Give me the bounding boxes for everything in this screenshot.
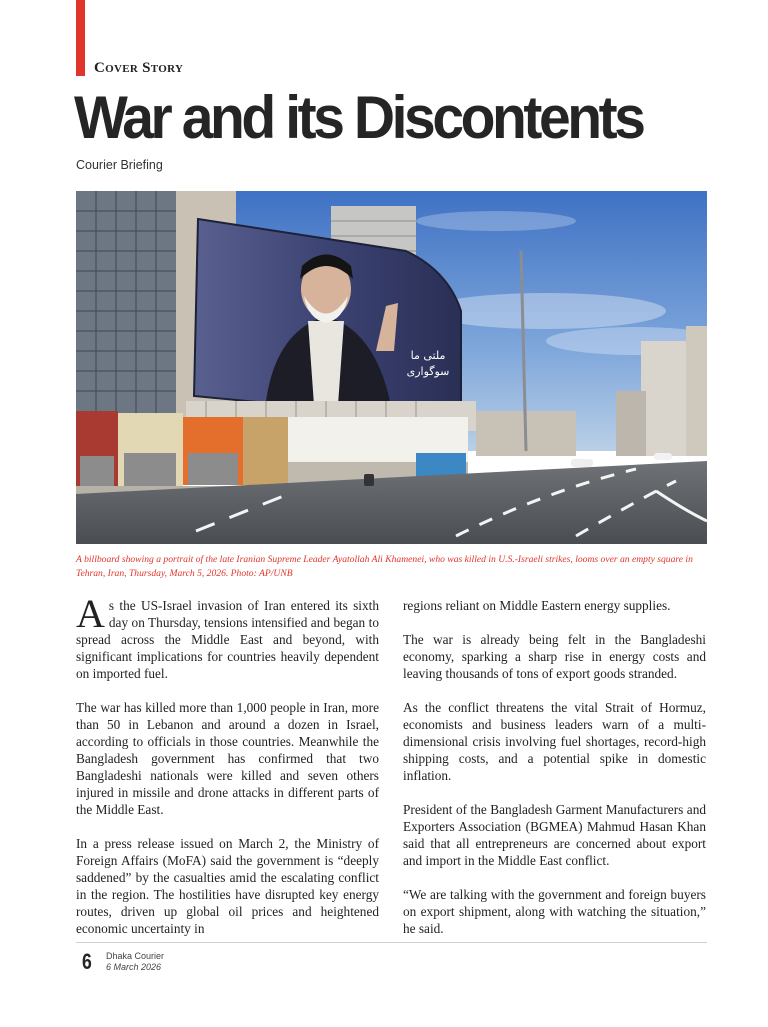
article-paragraph: The war has killed more than 1,000 people in Iran, more than 50 in Lebanon and around a dozen in Israel, according to officials in those countries. Meanwhile the Bangladesh government has confirmed that two Bangladeshi nationals were killed and seven others injured in missile and drone attacks in different parts of the Middle East. <box>76 700 379 817</box>
article-paragraph: “We are talking with the government and foreign buyers on export shipment, along with watching the situation,” he said. <box>403 887 706 936</box>
footer-divider <box>76 942 707 943</box>
billboard-script-line2: سوگواری <box>406 365 450 378</box>
article-paragraph: President of the Bangladesh Garment Manufacturers and Exporters Association (BGMEA) Mahmud Hasan Khan said that all entrepreneurs are concerned about export and import in the Middle East conflict. <box>403 802 706 868</box>
article-paragraph: regions reliant on Middle Eastern energy supplies. <box>403 598 671 613</box>
article-paragraph: The war is already being felt in the Bangladeshi economy, sparking a sharp rise in energy costs and leaving thousands of tons of export goods stranded. <box>403 632 706 681</box>
article-photo <box>76 191 707 544</box>
byline: Courier Briefing <box>76 158 163 172</box>
paragraph-text: s the US-Israel invasion of Iran entered its sixth day on Thursday, tensions intensified and began to spread across the Middle East and beyond, with significant implications for countries heavily dependent on imported fuel. <box>76 598 379 681</box>
article-paragraph: In a press release issued on March 2, the Ministry of Foreign Affairs (MoFA) said the government is “deeply saddened” by the casualties amid the escalating conflict in the region. The hostilities have disrupted key energy routes, driven up global oil prices and heightened economic uncertainty in <box>76 836 379 936</box>
article-paragraph <box>76 591 379 682</box>
section-label: Cover Story <box>94 60 184 76</box>
section-accent-bar <box>76 0 85 76</box>
drop-cap: A <box>76 591 105 636</box>
photo-caption: A billboard showing a portrait of the late Iranian Supreme Leader Ayatollah Ali Khamenei, who was killed in U.S.-Israeli strikes, looms over an empty square in Tehran, Iran, Thursday, March 5, 2026. Photo: AP/UNB <box>76 554 693 579</box>
page-title: War and its Discontents <box>74 84 643 151</box>
publication-name: Dhaka Courier <box>106 951 165 961</box>
article-column-right <box>403 597 706 954</box>
article-column-left <box>76 591 379 954</box>
publication-date: 6 March 2026 <box>106 962 162 972</box>
page-number: 6 <box>82 949 92 974</box>
billboard-script-line1: ملتی ما <box>410 349 446 362</box>
article-paragraph: As the conflict threatens the vital Strait of Hormuz, economists and business leaders warn of a multi-dimensional crisis involving fuel shortages, record-high shipping costs, and a potential spike in domestic inflation. <box>403 700 706 783</box>
